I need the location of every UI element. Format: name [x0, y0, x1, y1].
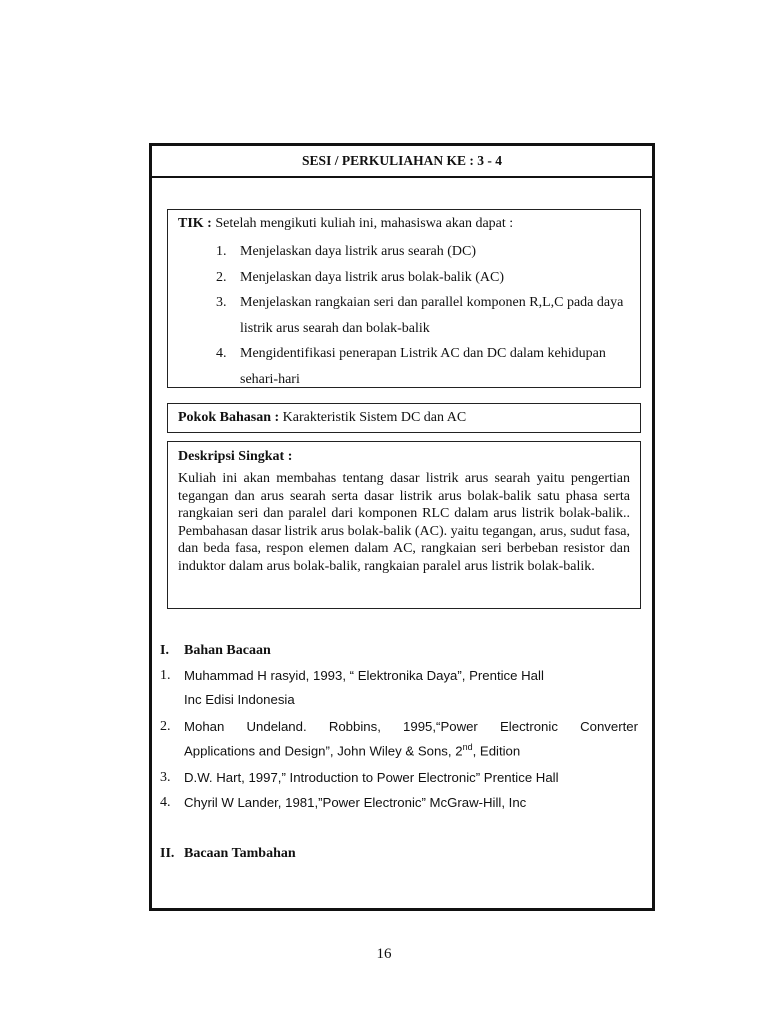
section-roman: II.: [160, 846, 175, 861]
section-roman: I.: [160, 643, 169, 658]
tik-item: [178, 265, 630, 291]
tik-item-text: Mengidentifikasi penerapan Listrik AC dan DC dalam kehidupan sehari-hari: [240, 346, 606, 387]
tik-item-text: Menjelaskan daya listrik arus bolak-balik (AC): [240, 269, 504, 285]
reference-item: [160, 795, 638, 810]
tik-label: TIK :: [178, 216, 212, 231]
tik-item-number: 4.: [216, 346, 227, 361]
section-title: Bahan Bacaan: [184, 643, 271, 658]
reference-superscript: nd: [462, 742, 473, 752]
deskripsi-text: Kuliah ini akan membahas tentang dasar listrik arus searah yaitu pengertian tegangan dan arus searah serta dasar listrik arus bolak-balik satu phasa serta rangkaian seri dan paralel dari komponen RLC dalam arus listrik bolak-balik.. Pembahasan dasar listrik arus bolak-balik (AC). yaitu tegangan, arus, sudut fasa, dan beda fasa, respon elemen dalam AC, rangkaian seri berbeban resistor dan induktor dalam arus bolak-balik, rangkaian paralel arus listrik bolak-balik.: [178, 471, 630, 574]
pokok-bahasan-box: [167, 403, 641, 433]
tik-item-text: Menjelaskan daya listrik arus searah (DC): [240, 244, 476, 259]
reference-number: 1.: [160, 668, 171, 683]
tik-item: [178, 239, 630, 265]
reference-number: 4.: [160, 795, 171, 810]
reference-number: 2.: [160, 719, 171, 734]
reference-text: Mohan Undeland. Robbins, 1995,“Power Electronic Converter: [184, 719, 638, 734]
reference-text: Inc Edisi Indonesia: [184, 692, 295, 707]
section-title: Bacaan Tambahan: [184, 846, 296, 861]
tik-intro: Setelah mengikuti kuliah ini, mahasiswa akan dapat :: [211, 216, 514, 231]
reference-text: Muhammad H rasyid, 1993, “ Elektronika Daya”, Prentice Hall: [184, 668, 544, 683]
tik-item-number: 2.: [216, 269, 227, 285]
reference-text: , Edition: [472, 743, 521, 759]
tik-item-number: 1.: [216, 244, 227, 259]
deskripsi-box: [167, 441, 641, 609]
reference-text: Applications and Design”, John Wiley & Sons, 2: [184, 743, 463, 759]
tik-item: [178, 290, 630, 341]
reference-text: Chyril W Lander, 1981,”Power Electronic” McGraw-Hill, Inc: [184, 795, 527, 810]
session-frame: [149, 143, 655, 911]
page-number: 16: [376, 946, 392, 962]
pokok-text: Karakteristik Sistem DC dan AC: [279, 410, 467, 425]
tik-item-text: Menjelaskan rangkaian seri dan parallel komponen R,L,C pada daya listrik arus searah dan bolak-balik: [240, 295, 624, 336]
deskripsi-title: Deskripsi Singkat :: [178, 449, 293, 464]
tik-item-number: 3.: [216, 295, 227, 310]
reference-item: [160, 719, 638, 758]
pokok-label: Pokok Bahasan :: [178, 410, 280, 425]
tik-item: [178, 341, 630, 392]
bahan-bacaan-heading: [160, 643, 271, 659]
tik-box: [167, 209, 641, 388]
reference-item: [160, 770, 638, 785]
reference-number: 3.: [160, 770, 171, 785]
tik-list: [178, 239, 630, 392]
session-header: SESI / PERKULIAHAN KE : 3 - 4: [152, 146, 652, 178]
reference-item: [160, 668, 638, 707]
bacaan-tambahan-heading: [160, 846, 296, 862]
reference-text: D.W. Hart, 1997,” Introduction to Power Electronic” Prentice Hall: [184, 770, 559, 785]
